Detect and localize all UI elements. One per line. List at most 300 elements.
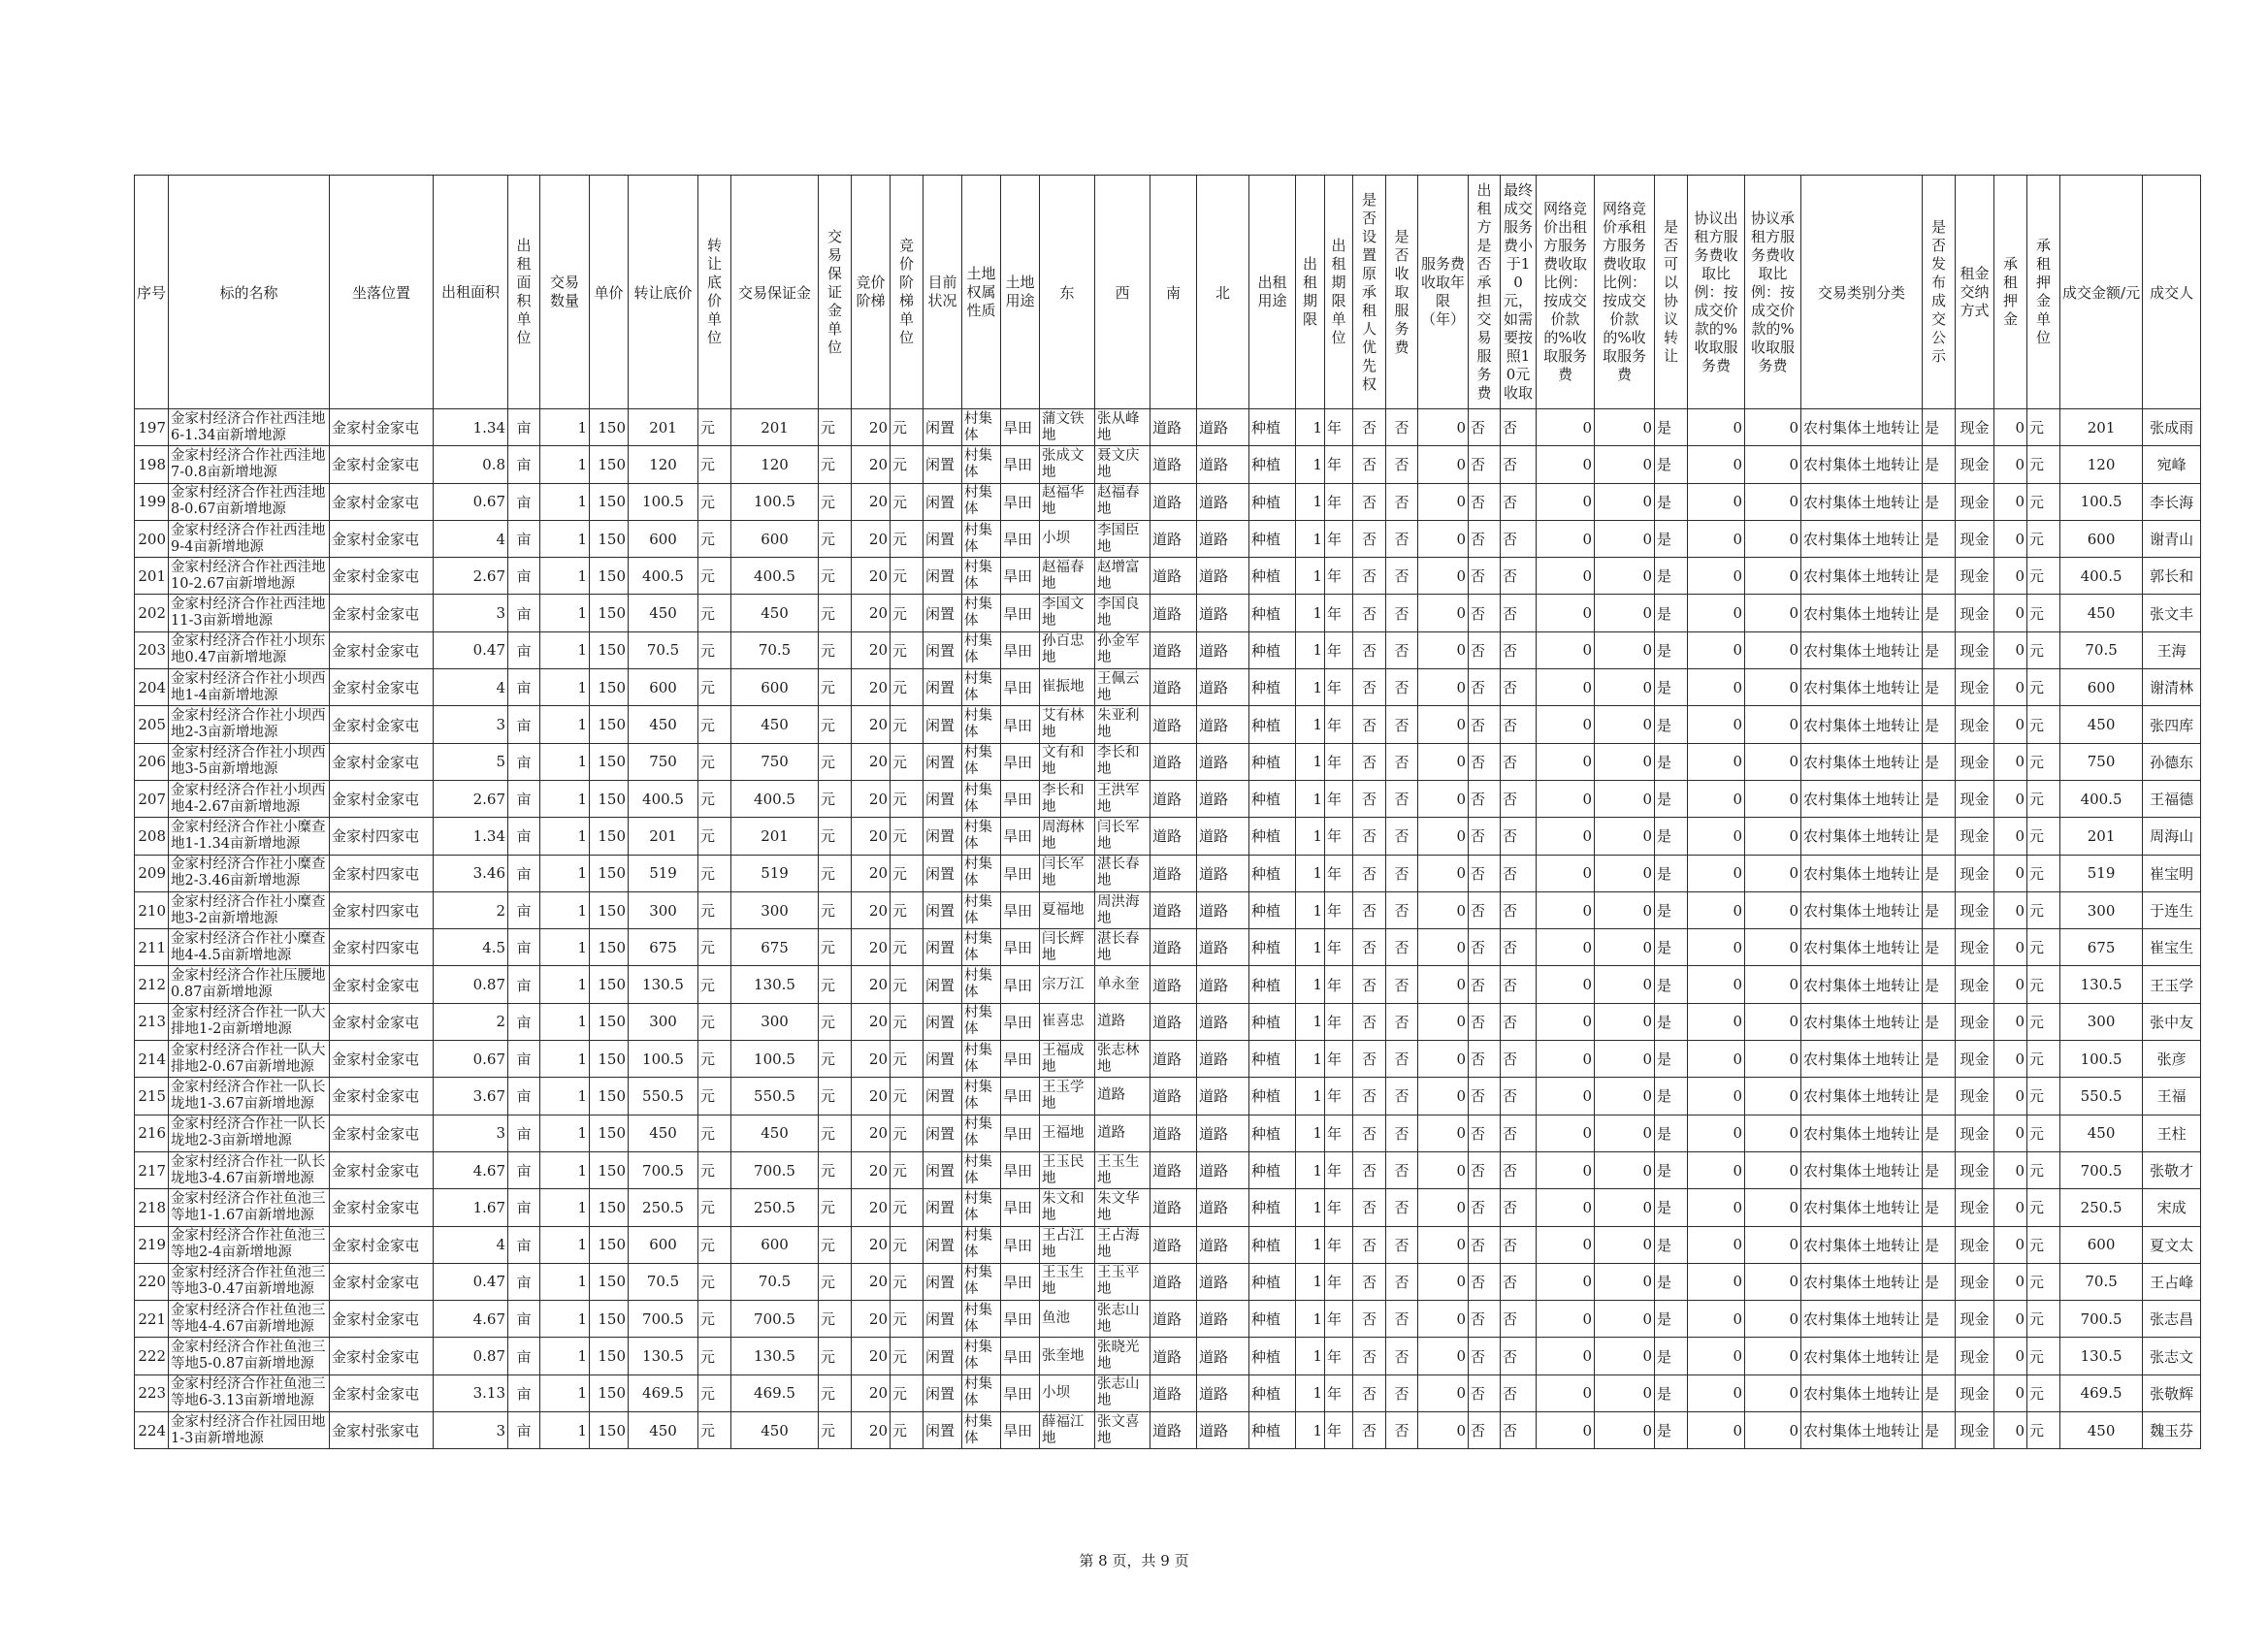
table-cell: 否 <box>1353 706 1386 743</box>
table-cell: 130.5 <box>629 966 698 1003</box>
table-cell: 李国文地 <box>1040 595 1095 631</box>
table-cell: 20 <box>852 1226 891 1263</box>
table-cell: 金家村金家屯 <box>330 483 434 520</box>
table-cell: 1 <box>1296 855 1325 891</box>
table-cell: 否 <box>1386 446 1418 483</box>
header-cell: 出租方是否承担交易服务费 <box>1469 176 1501 409</box>
table-cell: 0 <box>1595 743 1655 780</box>
table-row <box>135 1374 2201 1411</box>
table-cell: 0 <box>1994 483 2027 520</box>
table-cell: 0 <box>1745 966 1801 1003</box>
table-cell: 道路 <box>1150 483 1197 520</box>
table-cell: 1 <box>540 595 590 631</box>
table-cell: 20 <box>852 966 891 1003</box>
table-cell: 现金 <box>1956 1263 1994 1300</box>
table-cell: 0 <box>1994 409 2027 446</box>
table-cell: 元 <box>819 743 852 780</box>
table-cell: 元 <box>698 818 731 855</box>
table-cell: 1 <box>1296 483 1325 520</box>
table-cell: 0 <box>1994 558 2027 595</box>
table-cell: 1 <box>1296 1226 1325 1263</box>
table-cell: 0 <box>1418 1338 1469 1374</box>
table-cell: 旱田 <box>1001 818 1040 855</box>
table-cell: 0 <box>1688 631 1745 668</box>
header-cell: 交易数量 <box>540 176 590 409</box>
table-cell: 亩 <box>508 1226 540 1263</box>
table-cell: 湛长春地 <box>1095 929 1150 966</box>
table-cell: 农村集体土地转让 <box>1801 409 1923 446</box>
table-cell: 150 <box>590 743 629 780</box>
table-cell: 金家村经济合作社一队大排地2-0.67亩新增地源 <box>169 1041 330 1078</box>
table-cell: 元 <box>819 1078 852 1115</box>
table-cell: 0 <box>1688 891 1745 928</box>
table-cell: 0 <box>1994 929 2027 966</box>
table-cell: 否 <box>1386 1338 1418 1374</box>
table-cell: 否 <box>1469 669 1501 706</box>
header-cell: 承租押金 <box>1994 176 2027 409</box>
table-cell: 道路 <box>1150 1226 1197 1263</box>
table-cell: 0 <box>1418 743 1469 780</box>
table-cell: 是 <box>1655 1374 1688 1411</box>
table-cell: 0 <box>1688 669 1745 706</box>
table-cell: 旱田 <box>1001 1189 1040 1226</box>
table-cell: 否 <box>1469 1263 1501 1300</box>
header-cell: 出租用途 <box>1249 176 1296 409</box>
table-cell: 0 <box>1745 780 1801 817</box>
table-cell: 年 <box>1325 706 1353 743</box>
header-cell: 南 <box>1150 176 1197 409</box>
table-cell: 20 <box>852 1263 891 1300</box>
table-cell: 道路 <box>1197 891 1249 928</box>
header-cell: 租金交纳方式 <box>1956 176 1994 409</box>
table-cell: 0 <box>1994 669 2027 706</box>
table-cell: 197 <box>135 409 169 446</box>
table-cell: 200 <box>135 520 169 557</box>
table-cell: 元 <box>891 558 923 595</box>
table-cell: 旱田 <box>1001 558 1040 595</box>
table-cell: 否 <box>1469 929 1501 966</box>
table-cell: 闲置 <box>923 1374 962 1411</box>
table-cell: 20 <box>852 1189 891 1226</box>
table-cell: 1 <box>540 1226 590 1263</box>
table-cell: 1 <box>1296 1263 1325 1300</box>
table-cell: 金家村金家屯 <box>330 1301 434 1338</box>
table-cell: 0 <box>1537 1263 1595 1300</box>
table-cell: 1 <box>540 446 590 483</box>
table-cell: 道路 <box>1197 446 1249 483</box>
table-cell: 道路 <box>1197 409 1249 446</box>
table-cell: 元 <box>698 1189 731 1226</box>
table-cell: 0 <box>1745 558 1801 595</box>
table-cell: 年 <box>1325 1151 1353 1188</box>
table-cell: 旱田 <box>1001 1078 1040 1115</box>
table-cell: 20 <box>852 1151 891 1188</box>
table-cell: 0 <box>1537 743 1595 780</box>
table-row <box>135 1115 2201 1151</box>
header-cell: 最终成交服务费小于10元，如需要按照10元收取 <box>1501 176 1537 409</box>
table-cell: 张中友 <box>2143 1003 2201 1040</box>
table-cell: 0 <box>1688 483 1745 520</box>
table-cell: 年 <box>1325 669 1353 706</box>
table-cell: 120 <box>629 446 698 483</box>
table-cell: 0 <box>1418 855 1469 891</box>
table-cell: 种植 <box>1249 1374 1296 1411</box>
table-cell: 否 <box>1386 891 1418 928</box>
table-cell: 700.5 <box>629 1301 698 1338</box>
table-cell: 旱田 <box>1001 483 1040 520</box>
table-cell: 道路 <box>1197 595 1249 631</box>
header-cell: 目前状况 <box>923 176 962 409</box>
table-cell: 否 <box>1501 1003 1537 1040</box>
table-cell: 否 <box>1501 780 1537 817</box>
table-cell: 种植 <box>1249 1151 1296 1188</box>
table-cell: 否 <box>1386 818 1418 855</box>
table-cell: 谢青山 <box>2143 520 2201 557</box>
table-cell: 是 <box>1655 1078 1688 1115</box>
table-cell: 闲置 <box>923 631 962 668</box>
table-cell: 3 <box>434 1412 508 1449</box>
table-cell: 元 <box>2027 1151 2060 1188</box>
table-cell: 金家村经济合作社小糜查地2-3.46亩新增地源 <box>169 855 330 891</box>
table-cell: 现金 <box>1956 743 1994 780</box>
table-cell: 王海 <box>2143 631 2201 668</box>
table-cell: 20 <box>852 929 891 966</box>
table-cell: 元 <box>819 669 852 706</box>
table-cell: 闲置 <box>923 891 962 928</box>
table-cell: 旱田 <box>1001 1338 1040 1374</box>
table-cell: 王玉平地 <box>1095 1263 1150 1300</box>
table-cell: 0 <box>1595 558 1655 595</box>
table-cell: 李长和地 <box>1095 743 1150 780</box>
table-cell: 130.5 <box>2060 966 2143 1003</box>
table-cell: 600 <box>629 1226 698 1263</box>
table-cell: 0 <box>1595 1151 1655 1188</box>
table-cell: 元 <box>698 1338 731 1374</box>
table-cell: 小坝 <box>1040 1374 1095 1411</box>
table-cell: 亩 <box>508 631 540 668</box>
table-cell: 金家村金家屯 <box>330 1041 434 1078</box>
table-cell: 金家村经济合作社一队长垅地2-3亩新增地源 <box>169 1115 330 1151</box>
table-cell: 0 <box>1418 409 1469 446</box>
table-cell: 张成文地 <box>1040 446 1095 483</box>
table-cell: 道路 <box>1197 780 1249 817</box>
table-cell: 否 <box>1386 855 1418 891</box>
table-cell: 元 <box>819 1338 852 1374</box>
table-cell: 150 <box>590 706 629 743</box>
table-cell: 元 <box>698 446 731 483</box>
table-cell: 0 <box>1994 1301 2027 1338</box>
table-cell: 0 <box>1994 1338 2027 1374</box>
table-cell: 年 <box>1325 1226 1353 1263</box>
table-cell: 1 <box>1296 631 1325 668</box>
table-cell: 元 <box>819 1412 852 1449</box>
table-cell: 1 <box>1296 1041 1325 1078</box>
table-cell: 闲置 <box>923 1003 962 1040</box>
table-cell: 0 <box>1745 743 1801 780</box>
table-cell: 元 <box>819 818 852 855</box>
table-cell: 0 <box>1688 1189 1745 1226</box>
table-cell: 250.5 <box>629 1189 698 1226</box>
table-row <box>135 520 2201 557</box>
table-cell: 金家村经济合作社小坝西地3-5亩新增地源 <box>169 743 330 780</box>
table-cell: 道路 <box>1197 1226 1249 1263</box>
table-cell: 400.5 <box>629 558 698 595</box>
table-cell: 否 <box>1353 520 1386 557</box>
table-cell: 0 <box>1994 966 2027 1003</box>
table-cell: 道路 <box>1150 1412 1197 1449</box>
table-cell: 400.5 <box>731 780 819 817</box>
table-cell: 否 <box>1386 595 1418 631</box>
table-cell: 否 <box>1353 446 1386 483</box>
table-cell: 旱田 <box>1001 891 1040 928</box>
table-cell: 1 <box>540 1189 590 1226</box>
table-cell: 0 <box>1595 891 1655 928</box>
table-cell: 否 <box>1501 1338 1537 1374</box>
table-cell: 道路 <box>1197 1189 1249 1226</box>
table-cell: 201 <box>2060 409 2143 446</box>
table-cell: 艾有林地 <box>1040 706 1095 743</box>
table-cell: 0 <box>1688 1374 1745 1411</box>
table-cell: 否 <box>1501 929 1537 966</box>
table-row <box>135 1412 2201 1449</box>
table-cell: 130.5 <box>731 1338 819 1374</box>
table-cell: 1 <box>540 780 590 817</box>
table-cell: 150 <box>590 818 629 855</box>
table-cell: 450 <box>731 1412 819 1449</box>
table-cell: 道路 <box>1197 706 1249 743</box>
table-cell: 现金 <box>1956 966 1994 1003</box>
table-cell: 种植 <box>1249 780 1296 817</box>
table-cell: 薛福江地 <box>1040 1412 1095 1449</box>
table-cell: 金家村经济合作社小糜查地1-1.34亩新增地源 <box>169 818 330 855</box>
table-cell: 223 <box>135 1374 169 1411</box>
table-cell: 王洪军地 <box>1095 780 1150 817</box>
table-cell: 元 <box>2027 855 2060 891</box>
table-cell: 元 <box>891 706 923 743</box>
table-cell: 鱼池 <box>1040 1301 1095 1338</box>
table-cell: 否 <box>1469 1189 1501 1226</box>
table-cell: 1 <box>1296 595 1325 631</box>
table-cell: 王福 <box>2143 1078 2201 1115</box>
table-cell: 150 <box>590 929 629 966</box>
table-cell: 金家村经济合作社一队长垅地3-4.67亩新增地源 <box>169 1151 330 1188</box>
table-cell: 224 <box>135 1412 169 1449</box>
table-cell: 张敬才 <box>2143 1151 2201 1188</box>
table-cell: 0 <box>1537 595 1595 631</box>
table-cell: 张志昌 <box>2143 1301 2201 1338</box>
table-cell: 否 <box>1353 631 1386 668</box>
table-cell: 100.5 <box>629 483 698 520</box>
table-cell: 是 <box>1655 818 1688 855</box>
table-cell: 金家村金家屯 <box>330 1338 434 1374</box>
table-cell: 是 <box>1923 1226 1956 1263</box>
table-cell: 否 <box>1353 855 1386 891</box>
table-cell: 20 <box>852 483 891 520</box>
table-cell: 199 <box>135 483 169 520</box>
table-cell: 是 <box>1655 595 1688 631</box>
header-cell: 是否收取服务费 <box>1386 176 1418 409</box>
table-cell: 0 <box>1745 1151 1801 1188</box>
table-cell: 道路 <box>1197 1263 1249 1300</box>
table-cell: 1 <box>1296 1338 1325 1374</box>
table-cell: 0 <box>1537 780 1595 817</box>
table-cell: 闲置 <box>923 1115 962 1151</box>
table-cell: 金家村经济合作社小坝东地0.47亩新增地源 <box>169 631 330 668</box>
table-cell: 20 <box>852 891 891 928</box>
table-cell: 750 <box>629 743 698 780</box>
table-cell: 元 <box>2027 706 2060 743</box>
table-cell: 道路 <box>1197 520 1249 557</box>
table-cell: 元 <box>698 1041 731 1078</box>
table-cell: 4 <box>434 1226 508 1263</box>
table-cell: 0 <box>1994 1115 2027 1151</box>
table-cell: 金家村经济合作社小坝西地1-4亩新增地源 <box>169 669 330 706</box>
table-cell: 否 <box>1469 706 1501 743</box>
table-cell: 元 <box>2027 1301 2060 1338</box>
table-cell: 李长和地 <box>1040 780 1095 817</box>
table-cell: 是 <box>1923 483 1956 520</box>
table-cell: 0 <box>1537 1226 1595 1263</box>
table-cell: 张四库 <box>2143 706 2201 743</box>
table-cell: 600 <box>2060 520 2143 557</box>
table-cell: 种植 <box>1249 1115 1296 1151</box>
table-cell: 是 <box>1923 1078 1956 1115</box>
table-cell: 206 <box>135 743 169 780</box>
table-cell: 675 <box>731 929 819 966</box>
table-cell: 旱田 <box>1001 1226 1040 1263</box>
table-cell: 元 <box>891 891 923 928</box>
table-cell: 是 <box>1655 1151 1688 1188</box>
table-cell: 20 <box>852 1115 891 1151</box>
table-cell: 450 <box>629 706 698 743</box>
table-cell: 210 <box>135 891 169 928</box>
table-cell: 0 <box>1537 1374 1595 1411</box>
table-cell: 元 <box>819 966 852 1003</box>
table-cell: 1 <box>1296 1412 1325 1449</box>
table-cell: 0 <box>1745 595 1801 631</box>
table-cell: 222 <box>135 1338 169 1374</box>
table-cell: 0 <box>1688 520 1745 557</box>
table-cell: 0 <box>1595 966 1655 1003</box>
table-cell: 300 <box>629 891 698 928</box>
table-cell: 种植 <box>1249 891 1296 928</box>
table-cell: 0 <box>1537 483 1595 520</box>
table-cell: 种植 <box>1249 743 1296 780</box>
table-cell: 元 <box>698 1263 731 1300</box>
table-cell: 0 <box>1745 1041 1801 1078</box>
table-cell: 元 <box>819 409 852 446</box>
table-cell: 道路 <box>1150 1263 1197 1300</box>
table-cell: 元 <box>891 483 923 520</box>
table-cell: 4.67 <box>434 1151 508 1188</box>
table-cell: 201 <box>629 818 698 855</box>
table-cell: 否 <box>1353 1115 1386 1151</box>
header-cell: 协议出租方服务费收取比例：按成交价款的%收取服务费 <box>1688 176 1745 409</box>
table-cell: 0 <box>1745 1263 1801 1300</box>
table-cell: 2.67 <box>434 558 508 595</box>
table-cell: 213 <box>135 1003 169 1040</box>
header-cell: 成交人 <box>2143 176 2201 409</box>
table-cell: 现金 <box>1956 1412 1994 1449</box>
table-cell: 150 <box>590 1412 629 1449</box>
table-cell: 0 <box>1688 743 1745 780</box>
table-row <box>135 966 2201 1003</box>
table-cell: 否 <box>1469 520 1501 557</box>
table-cell: 70.5 <box>731 631 819 668</box>
table-cell: 旱田 <box>1001 446 1040 483</box>
table-cell: 旱田 <box>1001 855 1040 891</box>
table-cell: 金家村经济合作社鱼池三等地5-0.87亩新增地源 <box>169 1338 330 1374</box>
table-cell: 否 <box>1501 818 1537 855</box>
table-cell: 1 <box>1296 669 1325 706</box>
table-cell: 0 <box>1595 855 1655 891</box>
table-cell: 20 <box>852 669 891 706</box>
table-cell: 否 <box>1386 1226 1418 1263</box>
table-cell: 王福成地 <box>1040 1041 1095 1078</box>
table-cell: 闲置 <box>923 1338 962 1374</box>
table-cell: 750 <box>731 743 819 780</box>
table-cell: 否 <box>1501 1189 1537 1226</box>
table-cell: 否 <box>1501 446 1537 483</box>
table-cell: 1 <box>540 891 590 928</box>
table-cell: 0 <box>1418 1041 1469 1078</box>
table-cell: 1 <box>540 855 590 891</box>
table-cell: 元 <box>891 1003 923 1040</box>
table-cell: 元 <box>698 1003 731 1040</box>
table-cell: 201 <box>135 558 169 595</box>
table-cell: 0 <box>1688 558 1745 595</box>
table-cell: 元 <box>2027 520 2060 557</box>
table-cell: 0 <box>1994 631 2027 668</box>
table-cell: 张志山地 <box>1095 1374 1150 1411</box>
table-cell: 0 <box>1994 855 2027 891</box>
table-cell: 0 <box>1418 966 1469 1003</box>
table-cell: 0.47 <box>434 1263 508 1300</box>
table-cell: 0 <box>1688 706 1745 743</box>
table-cell: 否 <box>1469 743 1501 780</box>
table-cell: 300 <box>629 1003 698 1040</box>
table-cell: 0 <box>1595 929 1655 966</box>
header-cell: 标的名称 <box>169 176 330 409</box>
table-cell: 道路 <box>1150 1115 1197 1151</box>
table-cell: 1 <box>540 1301 590 1338</box>
table-cell: 是 <box>1923 743 1956 780</box>
table-cell: 0 <box>1418 780 1469 817</box>
table-cell: 元 <box>891 855 923 891</box>
table-cell: 4.67 <box>434 1301 508 1338</box>
table-cell: 元 <box>698 1374 731 1411</box>
table-row <box>135 929 2201 966</box>
table-cell: 农村集体土地转让 <box>1801 1041 1923 1078</box>
table-cell: 0 <box>1688 1151 1745 1188</box>
table-cell: 是 <box>1655 1226 1688 1263</box>
table-cell: 216 <box>135 1115 169 1151</box>
table-cell: 450 <box>2060 1412 2143 1449</box>
table-cell: 元 <box>891 409 923 446</box>
table-cell: 否 <box>1386 1189 1418 1226</box>
table-cell: 1 <box>1296 743 1325 780</box>
table-cell: 李长海 <box>2143 483 2201 520</box>
table-cell: 0 <box>1994 1151 2027 1188</box>
header-cell: 承租押金单位 <box>2027 176 2060 409</box>
table-cell: 150 <box>590 409 629 446</box>
table-cell: 金家村金家屯 <box>330 1226 434 1263</box>
table-cell: 年 <box>1325 1003 1353 1040</box>
table-cell: 村集体 <box>962 1374 1001 1411</box>
table-cell: 村集体 <box>962 891 1001 928</box>
table-cell: 否 <box>1469 483 1501 520</box>
table-cell: 0 <box>1994 520 2027 557</box>
